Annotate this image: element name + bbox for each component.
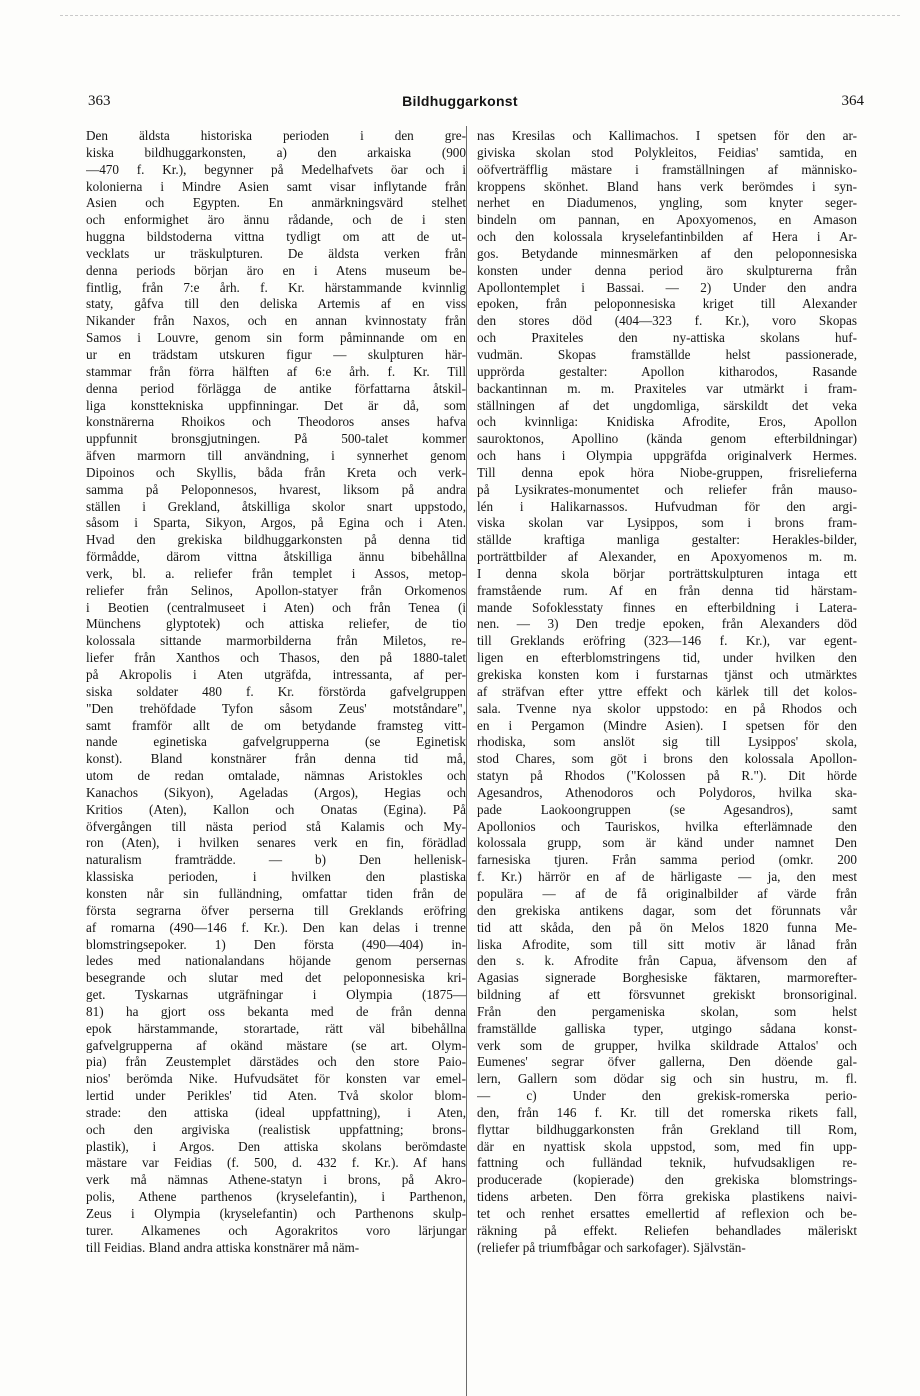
text-line: nen. — 3) Den tredje epoken, från Alexanders död xyxy=(477,616,857,632)
text-line: siska soldater 480 f. Kr. förstörda gafvelgruppen xyxy=(86,683,466,699)
text-line: till Greklands eröfring (323—146 f. Kr.), var egent- xyxy=(477,633,857,649)
text-line: (reliefer på triumfbågar och sarkofager). Självstän- xyxy=(477,1239,746,1255)
text-line: konstnärerna Rhoikos och Theodoros anses hafva xyxy=(86,414,466,430)
text-line: Kritios (Aten), Kallon och Onatas (Egina). På xyxy=(86,801,466,817)
text-line: epoken, från peloponnesiska kriget till Alexander xyxy=(477,296,857,312)
text-line: polis, Athene parthenos (kryselefantin), i Parthenon, xyxy=(86,1189,466,1205)
text-line: huggna bildstoderna vittna tydligt om att de ut- xyxy=(86,229,466,245)
text-line: get. Tyskarnas utgräfningar i Olympia (1875— xyxy=(86,987,466,1003)
text-line: den stores död (404—323 f. Kr.), voro Skopas xyxy=(477,313,857,329)
text-line: Zeus i Olympia (kryselefantin) och Parthenons skulp- xyxy=(86,1206,466,1221)
text-line: lén i Halikarnassos. Hufvudman för den argi- xyxy=(477,498,857,514)
text-line: verk, bl. a. reliefer från templet i Assos, metop- xyxy=(86,565,466,581)
text-line: och kvinnliga: Knidiska Afrodite, Eros, Apollon xyxy=(477,414,857,430)
text-line: en i Pergamon (Mindre Asien). I spetsen för den xyxy=(477,717,857,733)
text-line: Agasias signerade Borghesiske fäktaren, marmorefter- xyxy=(477,970,857,986)
text-line: tid att skåda, den på ön Melos 1820 funna Me- xyxy=(477,919,857,935)
text-line: till Feidias. Bland andra attiska konstnärer må näm- xyxy=(86,1239,360,1255)
page-number-right: 364 xyxy=(841,93,864,109)
text-line: på Lysikrates-monumentet och reliefer från mauso- xyxy=(477,481,857,497)
text-line: liefer från Xanthos och Thasos, den på 1880-talet xyxy=(86,650,466,666)
text-line: farnesiska tjuren. Från samma period (omkr. 200 xyxy=(477,852,857,868)
text-line: konst). Bland konstnärer från denna tid må, xyxy=(86,751,466,767)
text-line: giviska skolan stod Polykleitos, Feidias' samtida, en xyxy=(477,144,857,160)
text-line: pade Laokoongruppen (se Agesandros), samt xyxy=(477,801,857,817)
text-line: öfvergången till nästa period stå Kalamis och My- xyxy=(86,818,466,834)
text-line: backantinnan m. m. Praxiteles var utmärkt i fram- xyxy=(477,380,857,396)
text-line: kolonierna i Mindre Asien samt visar inflytande från xyxy=(86,178,466,194)
text-line: tet och renhet ersattes emellertid af reflexion och be- xyxy=(477,1206,857,1221)
text-line: Dipoinos och Skyllis, båda från Kreta och verk- xyxy=(86,464,466,480)
text-line: lertid under Perikles' tid Aten. Två skolor blom- xyxy=(86,1088,466,1104)
text-line: ställde kraftiga manliga gestalter: Herakles-bilder, xyxy=(477,532,857,548)
text-line: äfven marmorn till användning, i synnerhet genom xyxy=(86,448,466,464)
text-line: kolossala grupp, som är känd under namnet Den xyxy=(477,835,857,851)
text-line: tidens arbeten. Den förra grekiska plastikens naivi- xyxy=(477,1189,857,1205)
text-line: stammar från förra hälften af 6:e årh. f. Kr. Till xyxy=(86,363,466,379)
text-line: den grekiska antikens dagar, som det förunnats vår xyxy=(477,902,857,918)
text-line: af sträfvan efter yttre effekt och kärlek till det kolos- xyxy=(477,683,857,699)
text-line: fintlig, från 7:e årh. f. Kr. härstammande kvinnlig xyxy=(86,279,466,295)
text-line: samma på Peloponnesos, hvarest, liksom på andra xyxy=(86,481,466,497)
text-line: af romarna (490—146 f. Kr.). Den kan delas i trenne xyxy=(86,919,466,935)
text-line: sala. Tvenne nya skolor uppstodo: en på Rhodos och xyxy=(477,700,857,716)
text-line: producerade (kopierade) den grekiska blomstrings- xyxy=(477,1172,857,1188)
text-line: kroppens skönhet. Bland hans verk berömdes i syn- xyxy=(477,178,857,194)
text-line: framstående rum. Af en från denna tid härstam- xyxy=(477,582,857,598)
text-line: nande eginetiska gafvelgrupperna (se Eginetisk xyxy=(86,734,466,750)
text-line: epok härstammande, storartade, rätt väl bibehållna xyxy=(86,1020,466,1036)
text-line: Asien och Egypten. En anmärkningsvärd stelhet xyxy=(86,195,466,211)
left-text-column xyxy=(86,128,466,1257)
text-line: upprörda gestalter: Apollon kitharodos, Rasande xyxy=(477,363,857,379)
text-line: klassiska perioden, i hvilken den plastiska xyxy=(86,869,466,885)
text-line: kiska bildhuggarkonsten, a) den arkaiska (900 xyxy=(86,144,466,160)
text-line: där en nyattisk skola uppstod, som, med fin upp- xyxy=(477,1138,857,1154)
text-line: Kanachos (Sikyon), Ageladas (Argos), Hegias och xyxy=(86,784,466,800)
text-line: och den argiviska (realistisk uppfattning; brons- xyxy=(86,1121,466,1137)
text-line: uppfunnit bronsgjutningen. På 500-talet kommer xyxy=(86,431,466,447)
text-line: Apollonios och Tauriskos, hvilka efterlämnade den xyxy=(477,818,857,834)
text-line: denna period förlägga de antike författarna åtskil- xyxy=(86,380,466,396)
text-line: räkning på effekt. Reliefen behandlades mäleriskt xyxy=(477,1222,857,1238)
text-line: stod Chares, som göt i brons den kolossala Apollon- xyxy=(477,751,857,767)
text-line: Münchens glyptotek) och attiska reliefer, de tio xyxy=(86,616,466,632)
text-line: viska skolan var Lysippos, som i brons fram- xyxy=(477,515,857,531)
text-line: grekiska konsten kom i furstarnas tjänst och utmärktes xyxy=(477,667,857,682)
text-line: gos. Betydande minnesmärken af den peloponnesiska xyxy=(477,245,857,261)
text-line: naturalism framträdde. — b) Den hellenisk- xyxy=(86,852,466,868)
text-line: flyttar bildhuggarkonsten från Grekland till Rom, xyxy=(477,1121,857,1137)
text-line: på Akropolis i Aten utgräfda, intressanta, af per- xyxy=(86,667,466,682)
text-line: "Den trehöfdade Tyfon såsom Zeus' motståndare", xyxy=(86,700,466,716)
page-number-left: 363 xyxy=(88,93,111,109)
running-title: Bildhuggarkonst xyxy=(402,93,518,109)
text-line: oöfverträfflig mästare i framställningen af människo- xyxy=(477,161,857,177)
text-line: framställde galliska typer, utgingo sådana konst- xyxy=(477,1020,857,1036)
text-line: sauroktonos, Apollino (kända genom efterbildningar) xyxy=(477,431,857,447)
text-line: nios' berömda Nike. Hufvudsätet för konsten var emel- xyxy=(86,1071,466,1087)
text-line: vecklats ur träskulpturen. De äldsta verken från xyxy=(86,245,466,261)
text-line: ur en trädstam utskuren figur — skulpturen här- xyxy=(86,346,466,362)
text-line: Samos i Louvre, genom sin form påminnande om en xyxy=(86,330,466,346)
text-line: verk som de grupper, hvilka skildrade Attalos' och xyxy=(477,1037,857,1053)
text-line: konsten når sin fulländning, omfattar tiden från de xyxy=(86,885,466,901)
right-text-column xyxy=(477,128,857,1257)
text-line: utom de redan omtalade, nämnas Aristokles och xyxy=(86,768,466,784)
text-line: konsten under denna period äro skulpturerna från xyxy=(477,262,857,278)
text-line: och Praxiteles den ny-attiska skolans huf- xyxy=(477,330,857,346)
text-line: ron (Aten), i hvilken senares verk en fin, förädlad xyxy=(86,835,466,851)
text-line: Nikander från Naxos, och en annan kvinnostaty från xyxy=(86,313,466,329)
text-line: Agesandros, Athenodoros och Polydoros, hvilka ska- xyxy=(477,784,857,800)
text-line: f. Kr.) härrör en af de härligaste — ja, den mest xyxy=(477,869,857,885)
text-line: strade: den attiska (ideal uppfattning), i Aten, xyxy=(86,1104,466,1120)
text-line: statyn på Rhodos ("Kolossen på R."). Dit hörde xyxy=(477,768,857,784)
text-line: pia) från Zeustemplet därstädes och den store Paio- xyxy=(86,1054,466,1070)
text-line: ställningen af det ungdomliga, särskildt det veka xyxy=(477,397,857,413)
text-line: bildning af ett försvunnet grekiskt bronsoriginal. xyxy=(477,987,857,1003)
text-line: rhodiska, som anslöt sig till Lysippos' skola, xyxy=(477,734,857,750)
text-line: och hans i Olympia uppgräfda originalverk Hermes. xyxy=(477,448,857,464)
text-line: porträttbilder af Alexander, en Apoxyomenos m. m. xyxy=(477,549,857,565)
text-line: den, från 146 f. Kr. till det romerska rikets fall, xyxy=(477,1104,857,1120)
text-line: Hvad den grekiska bildhuggarkonsten på denna tid xyxy=(86,532,466,548)
text-line: plastik), i Argos. Den attiska skolans berömdaste xyxy=(86,1138,466,1154)
text-line: såsom i Sparta, Sikyon, Argos, på Egina och i Aten. xyxy=(86,515,466,531)
text-line: ledes med nationalandans höjande genom persernas xyxy=(86,953,466,969)
text-line: 81) ha gjort oss bekanta med de från denna xyxy=(86,1003,466,1019)
text-line: kolossala sittande marmorbilderna från Miletos, re- xyxy=(86,633,466,649)
text-line: nas Kresilas och Kallimachos. I spetsen för den ar- xyxy=(477,128,857,143)
top-scan-rule xyxy=(60,15,900,16)
text-line: den s. k. Afrodite från Capua, äfvensom den af xyxy=(477,953,857,969)
text-line: samt framför allt de om betydande framsteg vitt- xyxy=(86,717,466,733)
text-line: lern, Gallern som dödar sig och sin hustru, m. fl. xyxy=(477,1071,857,1087)
text-line: mästare var Feidias (f. 500, d. 432 f. Kr.). Af hans xyxy=(86,1155,466,1171)
text-line: vudmän. Skopas framställde helst passionerade, xyxy=(477,346,857,362)
text-line: och den kolossala kryselefantinbilden af Hera i Ar- xyxy=(477,229,857,245)
text-line: liska Afrodite, som till sitt motiv är lånad från xyxy=(477,936,857,952)
column-divider xyxy=(466,126,467,1396)
text-line: bindeln om pannan, en Apoxyomenos, en Amason xyxy=(477,212,857,228)
text-line: Från den pergameniska skolan, som helst xyxy=(477,1003,857,1019)
text-line: Till denna epok höra Niobe-gruppen, frisrelieferna xyxy=(477,464,857,480)
text-line: verk må nämnas Athene-statyn i brons, på Akro- xyxy=(86,1172,466,1188)
text-line: denna periods början äro en i Atens museum be- xyxy=(86,262,466,278)
text-line: ligen en efterblomstringens tid, under hvilken den xyxy=(477,650,857,666)
text-line: fattning och fulländad teknik, hufvudsakligen re- xyxy=(477,1155,857,1171)
text-line: mande Sofoklesstaty finnes en efterbildning i Latera- xyxy=(477,599,857,615)
text-line: i Beotien (centralmuseet i Aten) och från Tenea (i xyxy=(86,599,466,615)
text-line: gafvelgrupperna af okänd mästare (se art. Olym- xyxy=(86,1037,466,1053)
text-line: nerhet en Diadumenos, yngling, som knyter seger- xyxy=(477,195,857,211)
text-line: — c) Under den grekisk-romerska perio- xyxy=(477,1088,857,1104)
text-line: turer. Alkamenes och Agorakritos voro lärjungar xyxy=(86,1222,466,1238)
text-line: staty, gåfva till den deliska Artemis af en viss xyxy=(86,296,466,312)
text-line: förmådde, därom vittna åtskilliga ännu bibehållna xyxy=(86,549,466,565)
text-line: ställen i Grekland, åtskilliga skolor snart uppstodo, xyxy=(86,498,466,514)
text-line: Den äldsta historiska perioden i den gre- xyxy=(86,128,466,143)
text-line: blomstringsepoker. 1) Den första (490—404) in- xyxy=(86,936,466,952)
text-line: Apollontemplet i Bassai. — 2) Under den andra xyxy=(477,279,857,295)
text-line: —470 f. Kr.), begynner på Medelhafvets öar och i xyxy=(86,161,466,177)
text-line: I denna skola börjar porträttskulpturen intaga ett xyxy=(477,565,857,581)
text-line: och enformighet äro ännu rådande, och de i sten xyxy=(86,212,466,228)
text-line: besegrande och slutar med det peloponnesiska kri- xyxy=(86,970,466,986)
text-line: liga konsttekniska uppfinningar. Det är då, som xyxy=(86,397,466,413)
text-line: första segrarna öfver perserna till Greklands eröfring xyxy=(86,902,466,918)
text-line: reliefer från Selinos, Apollon-statyer från Orkomenos xyxy=(86,582,466,598)
text-line: populära — af de få originalbilder af värde från xyxy=(477,885,857,901)
text-line: Eumenes' segrar öfver gallerna, Den döende gal- xyxy=(477,1054,857,1070)
